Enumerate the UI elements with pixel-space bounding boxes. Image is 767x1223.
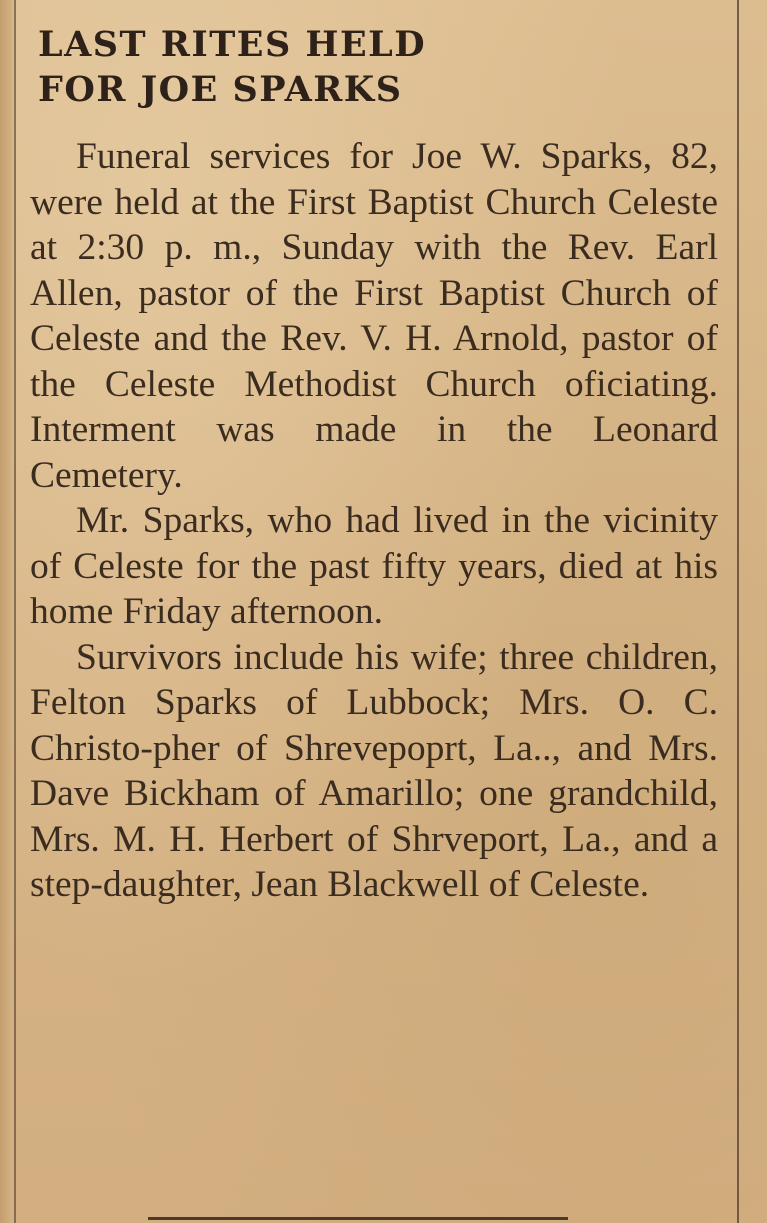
article-headline: [38, 22, 720, 112]
headline-line-2: FOR JOE SPARKS: [38, 69, 403, 110]
paragraph-residence: Mr. Sparks, who had lived in the vicinity of Celeste for the past fifty years, died at his home Friday afternoon.: [30, 500, 718, 632]
article-end-rule: [148, 1217, 568, 1220]
left-column-rule: [14, 0, 16, 1223]
paragraph-survivors: Survivors include his wife; three children, Felton Sparks of Lubbock; Mrs. O. C. Christo-pher of Shrevepoprt, La.., and Mrs. Dave Bickham of Amarillo; one grandchild, Mrs. M. H. Herbert of Shrveport, La., and a step-daughter, Jean Blackwell of Celeste.: [30, 636, 718, 905]
obituary-article: [30, 22, 720, 908]
headline-line-1: LAST RITES HELD: [38, 24, 427, 65]
paragraph-funeral-services: Funeral services for Joe W. Sparks, 82, were held at the First Baptist Church Celeste at 2:30 p. m., Sunday with the Rev. Earl Allen, pastor of the First Baptist Church of Celeste and the Rev. V. H. Arnold, pastor of the Celeste Methodist Church oficiating. Interment was made in the Leonard Cemetery.: [30, 136, 718, 496]
column-divider-rule: [737, 0, 739, 1223]
article-body: [30, 134, 718, 908]
